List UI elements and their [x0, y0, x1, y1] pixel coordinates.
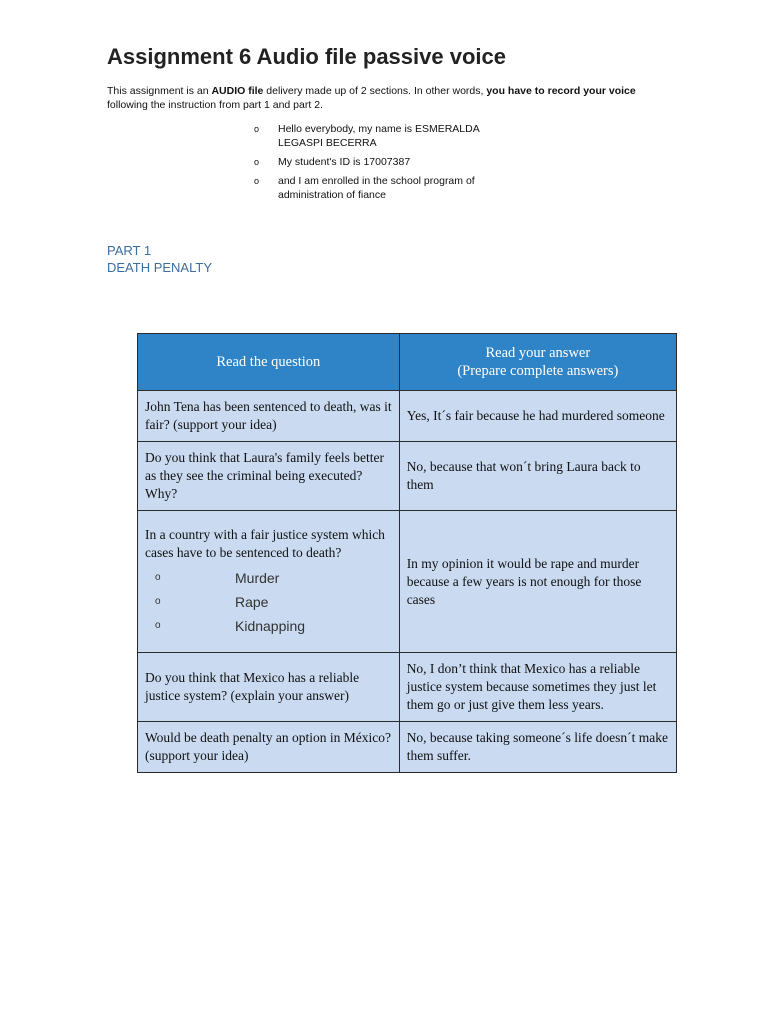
header-answer-line2: (Prepare complete answers) — [457, 363, 619, 379]
table-header-row — [138, 334, 677, 391]
intro-text-2: delivery made up of 2 sections. In other words, — [263, 85, 487, 97]
bullet-marker: o — [155, 619, 161, 631]
bullet-text: My student's ID is 17007387 — [278, 156, 411, 168]
options-list — [145, 566, 392, 638]
table-row — [138, 722, 677, 773]
intro-bold-record-voice: you have to record your voice — [486, 85, 636, 97]
header-answer-line1: Read your answer — [485, 345, 591, 361]
header-answer — [399, 334, 676, 391]
student-info-list — [254, 122, 514, 207]
question-cell — [138, 511, 400, 653]
answer-cell: No, because taking someone´s life doesn´t make them suffer. — [399, 722, 676, 773]
bullet-text: and I am enrolled in the school program of administration of fiance — [278, 175, 475, 201]
question-cell: John Tena has been sentenced to death, was it fair? (support your idea) — [138, 391, 400, 442]
option-text: Murder — [235, 569, 280, 586]
part-topic: DEATH PENALTY — [107, 260, 212, 275]
question-cell: Do you think that Mexico has a reliable justice system? (explain your answer) — [138, 653, 400, 722]
answer-cell: In my opinion it would be rape and murder because a few years is not enough for those cases — [399, 511, 676, 653]
bullet-text: Hello everybody, my name is ESMERALDA LEGASPI BECERRA — [278, 123, 480, 149]
bullet-marker: o — [254, 176, 260, 186]
question-cell: Would be death penalty an option in México? (support your idea) — [138, 722, 400, 773]
option-text: Kidnapping — [235, 617, 306, 634]
answer-cell: No, I don’t think that Mexico has a reliable justice system because sometimes they just let them go or just give them less years. — [399, 653, 676, 722]
table-row — [138, 653, 677, 722]
document-title: Assignment 6 Audio file passive voice — [107, 44, 506, 69]
question-text: In a country with a fair justice system which cases have to be sentenced to death? — [145, 526, 385, 560]
qa-table — [137, 333, 677, 773]
answer-cell: No, because that won´t bring Laura back to them — [399, 442, 676, 511]
option-text: Rape — [235, 593, 269, 610]
intro-text-3: following the instruction from part 1 and part 2. — [107, 99, 323, 111]
header-question: Read the question — [138, 334, 400, 391]
table-row — [138, 511, 677, 653]
part-heading — [107, 242, 212, 276]
answer-cell: Yes, It´s fair because he had murdered someone — [399, 391, 676, 442]
part-label: PART 1 — [107, 243, 152, 258]
bullet-marker: o — [155, 571, 161, 583]
list-item — [254, 122, 514, 150]
intro-bold-audio-file: AUDIO file — [211, 85, 264, 97]
bullet-marker: o — [155, 595, 161, 607]
intro-paragraph — [107, 84, 667, 112]
list-item — [254, 155, 514, 169]
option-item — [145, 566, 392, 590]
question-cell: Do you think that Laura's family feels better as they see the criminal being executed? Why? — [138, 442, 400, 511]
bullet-marker: o — [254, 124, 260, 134]
table-row — [138, 442, 677, 511]
bullet-marker: o — [254, 157, 260, 167]
option-item — [145, 614, 392, 638]
option-item — [145, 590, 392, 614]
intro-text-1: This assignment is an — [107, 85, 212, 97]
table-row — [138, 391, 677, 442]
list-item — [254, 174, 514, 202]
